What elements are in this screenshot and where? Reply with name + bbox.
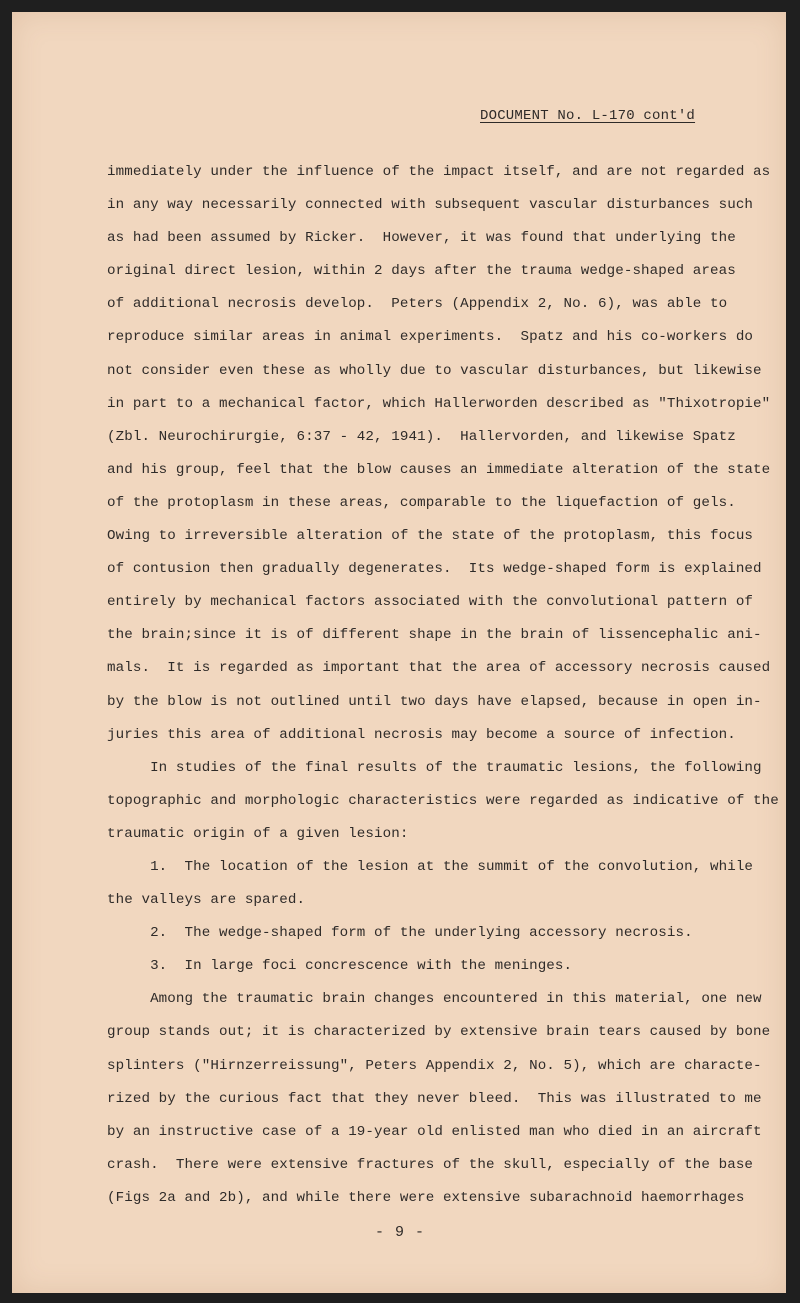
text-line: by an instructive case of a 19-year old enlisted man who died in an aircraft: [107, 1123, 762, 1140]
body-text: [107, 156, 779, 1215]
text-line: 1. The location of the lesion at the summit of the convolution, while: [107, 858, 754, 875]
text-line: the valleys are spared.: [107, 892, 306, 909]
text-line: topographic and morphologic characteristics were regarded as indicative of the: [107, 792, 779, 809]
text-line: in part to a mechanical factor, which Hallerworden described as "Thixotropie": [107, 395, 771, 412]
text-line: 2. The wedge-shaped form of the underlying accessory necrosis.: [107, 925, 693, 942]
text-line: Among the traumatic brain changes encountered in this material, one new: [107, 991, 762, 1008]
text-line: 3. In large foci concrescence with the meninges.: [107, 958, 573, 975]
text-line: in any way necessarily connected with subsequent vascular disturbances such: [107, 197, 754, 214]
text-line: not consider even these as wholly due to vascular disturbances, but likewise: [107, 362, 762, 379]
text-line: original direct lesion, within 2 days after the trauma wedge-shaped areas: [107, 263, 736, 280]
text-line: In studies of the final results of the traumatic lesions, the following: [107, 759, 762, 776]
text-line: juries this area of additional necrosis may become a source of infection.: [107, 726, 736, 743]
text-line: of contusion then gradually degenerates. Its wedge-shaped form is explained: [107, 561, 762, 578]
text-line: rized by the curious fact that they never bleed. This was illustrated to me: [107, 1090, 762, 1107]
text-line: Owing to irreversible alteration of the state of the protoplasm, this focus: [107, 528, 754, 545]
text-line: group stands out; it is characterized by extensive brain tears caused by bone: [107, 1024, 771, 1041]
document-reference: DOCUMENT No. L-170 cont'd: [480, 108, 696, 124]
text-line: by the blow is not outlined until two days have elapsed, because in open in-: [107, 693, 762, 710]
text-line: splinters ("Hirnzerreissung", Peters Appendix 2, No. 5), which are characte-: [107, 1057, 762, 1074]
text-line: of the protoplasm in these areas, comparable to the liquefaction of gels.: [107, 494, 736, 511]
text-line: of additional necrosis develop. Peters (Appendix 2, No. 6), was able to: [107, 296, 728, 313]
text-line: (Figs 2a and 2b), and while there were extensive subarachnoid haemorrhages: [107, 1189, 745, 1206]
text-line: (Zbl. Neurochirurgie, 6:37 - 42, 1941). Hallervorden, and likewise Spatz: [107, 428, 736, 445]
page-number: - 9 -: [374, 1224, 425, 1241]
text-line: reproduce similar areas in animal experiments. Spatz and his co-workers do: [107, 329, 754, 346]
text-line: the brain;since it is of different shape in the brain of lissencephalic ani-: [107, 627, 762, 644]
text-line: and his group, feel that the blow causes an immediate alteration of the state: [107, 461, 771, 478]
text-line: as had been assumed by Ricker. However, it was found that underlying the: [107, 230, 736, 247]
text-line: entirely by mechanical factors associated with the convolutional pattern of: [107, 594, 754, 611]
text-line: immediately under the influence of the impact itself, and are not regarded as: [107, 164, 771, 180]
text-line: crash. There were extensive fractures of the skull, especially of the base: [107, 1156, 754, 1173]
text-line: traumatic origin of a given lesion:: [107, 825, 409, 842]
text-line: mals. It is regarded as important that the area of accessory necrosis caused: [107, 660, 771, 677]
